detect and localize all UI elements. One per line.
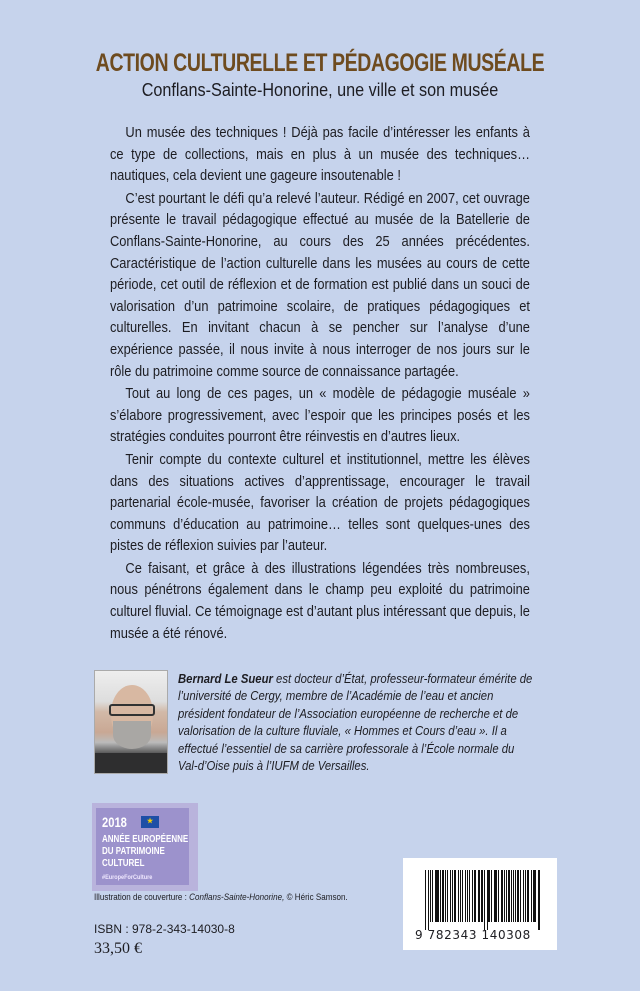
barcode-bar xyxy=(475,870,476,922)
barcode-bar xyxy=(515,870,516,922)
badge-line: DU PATRIMOINE xyxy=(102,846,165,857)
barcode-bar xyxy=(432,870,433,922)
barcode-bar xyxy=(495,870,496,922)
barcode-bar xyxy=(517,870,518,922)
barcode-bar xyxy=(458,870,459,922)
author-bio-text: est docteur d’État, professeur-formateur émérite de l’université de Cergy, membre de l’Académie de l’eau et ancien président fondateur de l’Association européenne de recherche et de valorisation de la culture fluviale, « Hommes et Cours d’eau ». Il a effectué l’essentiel de sa carrière professorale à l’École normale du Val-d’Oise puis à l’IUFM de Versailles. xyxy=(178,671,533,774)
barcode-bar xyxy=(467,870,468,922)
barcode-bar xyxy=(460,870,461,922)
barcode xyxy=(403,858,557,950)
barcode-bar xyxy=(430,870,431,922)
barcode-bar xyxy=(454,870,456,922)
blurb-paragraph: Un musée des techniques ! Déjà pas facile d’intéresser les enfants à ce type de collections, mais en plus à un musée des techniques… nautiques, cela devient une gageure insoutenable ! xyxy=(110,124,530,185)
credit-prefix: Illustration de couverture : xyxy=(94,892,190,903)
barcode-bar xyxy=(425,870,426,930)
blurb-paragraph: C’est pourtant le défi qu’a relevé l’auteur. Rédigé en 2007, cet ouvrage présente le travail pédagogique effectué au musée de la Batellerie de Conflans-Sainte-Honorine, au cours des 25 années précédentes. Caractéristique de l’action culturelle dans les musées au cours de cette période, cet outil de réflexion et de formation est publié dans un souci de valorisation d’un patrimoine scolaire, de pratiques pédagogiques et culturelles. En invitant chacun à se pencher sur l’analyse d’une expérience passée, il nous invite à nous interroger de nos jours sur le rôle du patrimoine comme source de connaissance partagée. xyxy=(110,189,530,380)
barcode-bar xyxy=(508,870,509,922)
blurb-paragraph: Ce faisant, et grâce à des illustrations légendées très nombreuses, nous pénétrons également dans le champ peu exploité du patrimoine culturel fluvial. Ce témoignage est d’autant plus intéressant que depuis, le musée a été rénové. xyxy=(110,559,530,642)
barcode-bar xyxy=(474,870,475,922)
barcode-bar xyxy=(538,870,539,930)
barcode-bars xyxy=(425,870,541,930)
barcode-bar xyxy=(440,870,441,922)
barcode-bar xyxy=(539,870,540,930)
barcode-bar xyxy=(481,870,483,922)
author-photo xyxy=(94,670,168,774)
barcode-bar xyxy=(533,870,534,922)
credit-work: Conflans-Sainte-Honorine, xyxy=(189,892,285,903)
barcode-bar xyxy=(484,870,485,930)
credit-suffix: © Héric Samson. xyxy=(284,892,348,903)
barcode-bar xyxy=(487,870,488,930)
barcode-bar xyxy=(436,870,438,922)
barcode-bar xyxy=(504,870,505,922)
price: 33,50 € xyxy=(94,940,142,957)
book-title: ACTION CULTURELLE ET PÉDAGOGIE MUSÉALE xyxy=(95,49,545,77)
cover-credit xyxy=(94,892,348,903)
barcode-digits: 9 782343 140308 xyxy=(415,928,531,942)
barcode-bar xyxy=(465,870,466,922)
barcode-bar xyxy=(531,870,532,922)
barcode-bar xyxy=(527,870,529,922)
barcode-bar xyxy=(494,870,495,922)
badge-line: ANNÉE EUROPÉENNE xyxy=(102,834,189,845)
blurb-paragraph: Tenir compte du contexte culturel et institutionnel, mettre les élèves dans des situations actives d’apprentissage, encourager le travail partenarial école-musée, favoriser la création de projets pédagogiques communs d’éducation au patrimoine… telles sont quelques-unes des pistes de réflexion suivies par l’auteur. xyxy=(110,450,530,555)
barcode-bar xyxy=(472,870,473,922)
barcode-bar xyxy=(525,870,526,922)
barcode-bar xyxy=(428,870,429,930)
book-subtitle: Conflans-Sainte-Honorine, une ville et son musée xyxy=(141,80,499,100)
barcode-bar xyxy=(513,870,514,922)
barcode-bar xyxy=(435,870,436,922)
barcode-bar xyxy=(452,870,453,922)
barcode-bar xyxy=(478,870,479,922)
badge-hashtag: #EuropeForCulture xyxy=(102,874,153,881)
barcode-bar xyxy=(498,870,499,922)
barcode-bar xyxy=(534,870,535,922)
barcode-bar xyxy=(469,870,470,922)
badge-year: 2018 xyxy=(102,814,127,830)
barcode-bar xyxy=(520,870,521,922)
author-name: Bernard Le Sueur xyxy=(178,671,273,686)
blurb-paragraph: Tout au long de ces pages, un « modèle de pédagogie muséale » s’élabore progressivement, avec l’espoir que les principes posés et les stratégies conduites pourront être réinvestis en d’autres lieux. xyxy=(110,385,530,446)
barcode-bar xyxy=(447,870,448,922)
barcode-bar xyxy=(462,870,463,922)
barcode-bar xyxy=(511,870,512,922)
isbn: ISBN : 978-2-343-14030-8 xyxy=(94,922,235,936)
barcode-bar xyxy=(488,870,489,922)
barcode-bar xyxy=(491,870,492,922)
author-bio xyxy=(178,670,536,774)
barcode-bar xyxy=(450,870,451,922)
heritage-year-badge xyxy=(96,808,189,885)
eu-flag-icon: ★ xyxy=(141,816,159,828)
blurb xyxy=(110,122,530,645)
barcode-bar xyxy=(442,870,443,922)
barcode-bar xyxy=(501,870,503,922)
barcode-bar xyxy=(506,870,507,922)
barcode-bar xyxy=(523,870,524,922)
barcode-bar xyxy=(445,870,446,922)
badge-line: CULTUREL xyxy=(102,858,145,869)
